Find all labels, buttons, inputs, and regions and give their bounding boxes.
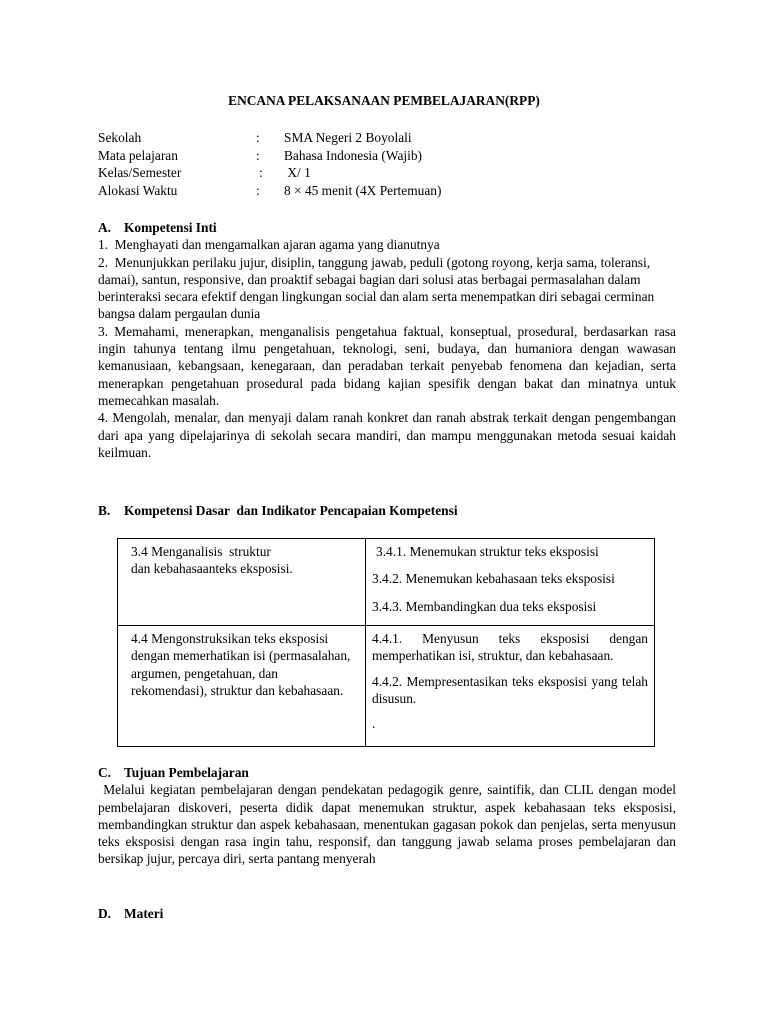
table-row <box>118 626 655 747</box>
section-kompetensi-dasar-heading <box>98 503 458 519</box>
kd-cell <box>118 626 366 747</box>
tujuan-text: Melalui kegiatan pembelajaran dengan pendekatan pedagogik genre, saintifik, dan CLIL dengan model pembelajaran diskoveri, peserta didik dapat menemukan struktur, aspek kebahasaan teks eksposisi, membandingkan struktur dan aspek kebahasaan, menentukan gagasan pokok dan penjelas, serta menyusun teks eksposisi dengan rasa ingin tahu, responsif, dan tanggung jawab selama proses pembelajaran dan bersikap jujur, percaya diri, serta pantang menyerah <box>98 782 680 867</box>
ki-item: 3. Memahami, menerapkan, menganalisis pengetahua faktual, konseptual, prosedural, berdasarkan rasa ingin tahunya tentang ilmu pengetahuan, teknologi, seni, budaya, dan humaniora dengan wawasan kemanusiaan, kebangsaan, kenegaraan, dan peradaban terkait penyebab fenomena dan kejadian, serta menerapkan pengetahuan prosedural pada bidang kajian spesifik dengan bakat dan minatnya untuk memecahkan masalah. <box>98 323 676 408</box>
info-colon: : <box>256 130 260 145</box>
ki-item: 1. Menghayati dan mengamalkan ajaran agama yang dianutnya <box>98 237 440 253</box>
ki-item: 2. Menunjukkan perilaku jujur, disiplin, tanggung jawab, peduli (gotong royong, kerja sama, toleransi, damai), santun, responsive, dan proaktif sebagai bagian dari solusi atas berbagai permasalahan dalam berinteraksi secara efektif dengan lingkungan social dan alam serta menempatkan diri sebagai cerminan bangsa dalam pergaulan dunia <box>98 254 658 322</box>
section-materi <box>98 906 163 922</box>
indicator-item: 3.4.3. Membandingkan dua teks eksposisi <box>372 598 597 614</box>
indicator-item: 3.4.1. Menemukan struktur teks eksposisi <box>376 544 599 559</box>
section-letter: C. <box>98 765 112 780</box>
section-letter: A. <box>98 220 112 235</box>
ki-item: 4. Mengolah, menalar, dan menyaji dalam ranah konkret dan ranah abstrak terkait dengan pengembangan dari apa yang dipelajarinya di sekolah secara mandiri, dan mampu menggunakan metoda sesuai kaidah keilmuan. <box>98 410 676 460</box>
info-value: Bahasa Indonesia (Wajib) <box>284 147 422 163</box>
section-title: Tujuan Pembelajaran <box>124 765 249 780</box>
info-label: Kelas/Semester <box>98 165 182 181</box>
section-title: Kompetensi Inti <box>124 220 217 235</box>
indicator-item: 4.4.2. Mempresentasikan teks eksposisi yang telah disusun. <box>372 673 648 706</box>
indicator-item: 4.4.1. Menyusun teks eksposisi dengan memperhatikan isi, struktur, dan kebahasaan. <box>372 631 648 664</box>
section-tujuan-pembelajaran <box>98 764 680 868</box>
kd-text-line: 3.4 Menganalisis struktur <box>131 544 271 559</box>
document-title: ENCANA PELAKSANAAN PEMBELAJARAN(RPP) <box>228 93 540 108</box>
indicator-cell <box>366 539 655 626</box>
section-title: Materi <box>124 906 164 921</box>
info-label: Sekolah <box>98 130 142 145</box>
info-row-mata-pelajaran <box>98 147 441 165</box>
indicator-item: . <box>372 716 376 732</box>
kd-text: 4.4 Mengonstruksikan teks eksposisi dengan memerhatikan isi (permasalahan, argumen, pengetahuan, dan rekomendasi), struktur dan kebahasaan. <box>131 631 351 698</box>
info-row-sekolah <box>98 129 441 147</box>
info-value: SMA Negeri 2 Boyolali <box>284 130 412 145</box>
section-kompetensi-inti <box>98 219 676 461</box>
indicator-item: 3.4.2. Menemukan kebahasaan teks eksposisi <box>372 571 615 587</box>
info-colon: : <box>256 147 260 163</box>
kd-indicator-table <box>117 538 655 747</box>
kd-text-line: dan kebahasaanteks eksposisi. <box>131 561 293 577</box>
info-value: 8 × 45 menit (4X Pertemuan) <box>284 182 442 198</box>
indicator-cell <box>366 626 655 747</box>
section-letter: D. <box>98 906 112 921</box>
info-row-kelas-semester <box>98 164 441 182</box>
info-value: X/ 1 <box>284 165 311 181</box>
section-letter: B. <box>98 503 111 518</box>
kd-cell <box>118 539 366 626</box>
section-heading <box>98 219 676 236</box>
info-label: Alokasi Waktu <box>98 182 178 198</box>
info-colon: : <box>256 182 260 198</box>
identity-block <box>98 129 441 199</box>
section-heading <box>98 764 676 781</box>
section-title: Kompetensi Dasar dan Indikator Pencapaian Kompetensi <box>124 503 458 518</box>
table-row <box>118 539 655 626</box>
info-label: Mata pelajaran <box>98 147 178 163</box>
info-row-alokasi-waktu <box>98 182 441 200</box>
info-colon: : <box>259 165 263 181</box>
